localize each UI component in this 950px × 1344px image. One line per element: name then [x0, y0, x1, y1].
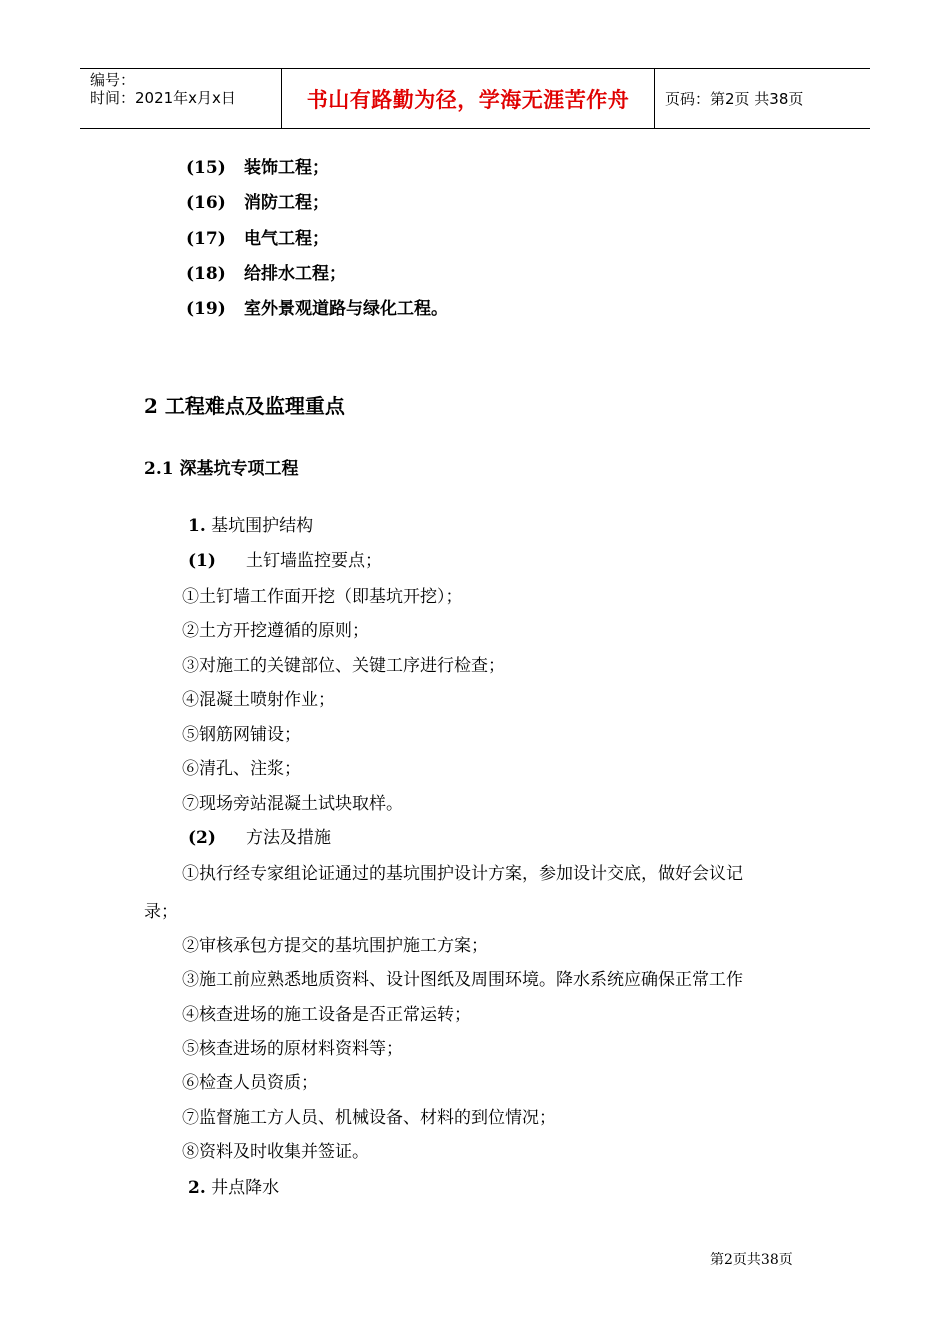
page-header: [80, 68, 870, 129]
sub-heading: (1) 土钉墙监控要点；: [188, 551, 382, 571]
number-label: 编号：: [90, 71, 136, 89]
list-item: ⑤核查进场的原材料资料等；: [182, 1039, 403, 1059]
list-item: ③对施工的关键部位、关键工序进行检查；: [182, 656, 505, 676]
list-item-continuation: 录；: [144, 902, 178, 922]
list-item: ⑥检查人员资质；: [182, 1073, 318, 1093]
list-item: ④混凝土喷射作业；: [182, 690, 335, 710]
list-item: (18) 给排水工程；: [186, 264, 346, 284]
list-item: ⑧资料及时收集并签证。: [182, 1142, 369, 1162]
part-heading: 1. 基坑围护结构: [188, 516, 314, 536]
header-info: [80, 69, 282, 128]
list-item: (17) 电气工程；: [186, 229, 329, 249]
list-item: (15) 装饰工程；: [186, 158, 329, 178]
list-item: ①执行经专家组论证通过的基坑围护设计方案，参加设计交底，做好会议记: [182, 864, 743, 884]
list-item: ①土钉墙工作面开挖（即基坑开挖）；: [182, 587, 463, 607]
list-item: (16) 消防工程；: [186, 193, 329, 213]
header-page-label: 页码：第2页 共38页: [665, 90, 804, 108]
list-item: ②土方开挖遵循的原则；: [182, 621, 369, 641]
part-heading: 2. 井点降水: [188, 1178, 280, 1198]
header-motto: 书山有路勤为径，学海无涯苦作舟: [282, 69, 655, 128]
sub-heading: (2) 方法及措施: [188, 828, 331, 848]
page-footer: 第2页共38页: [710, 1252, 793, 1268]
list-item: ④核查进场的施工设备是否正常运转；: [182, 1005, 471, 1025]
time-label: 时间：2021年x月x日: [90, 89, 236, 107]
subsection-title: 2.1 深基坑专项工程: [144, 459, 299, 479]
list-item: ⑤钢筋网铺设；: [182, 725, 301, 745]
section-title: 2 工程难点及监理重点: [144, 394, 345, 418]
list-item: (19) 室外景观道路与绿化工程。: [186, 299, 448, 319]
list-item: ⑦监督施工方人员、机械设备、材料的到位情况；: [182, 1108, 556, 1128]
list-item: ⑥清孔、注浆；: [182, 759, 301, 779]
list-item: ③施工前应熟悉地质资料、设计图纸及周围环境。降水系统应确保正常工作: [182, 970, 743, 990]
list-item: ⑦现场旁站混凝土试块取样。: [182, 794, 403, 814]
list-item: ②审核承包方提交的基坑围护施工方案；: [182, 936, 488, 956]
